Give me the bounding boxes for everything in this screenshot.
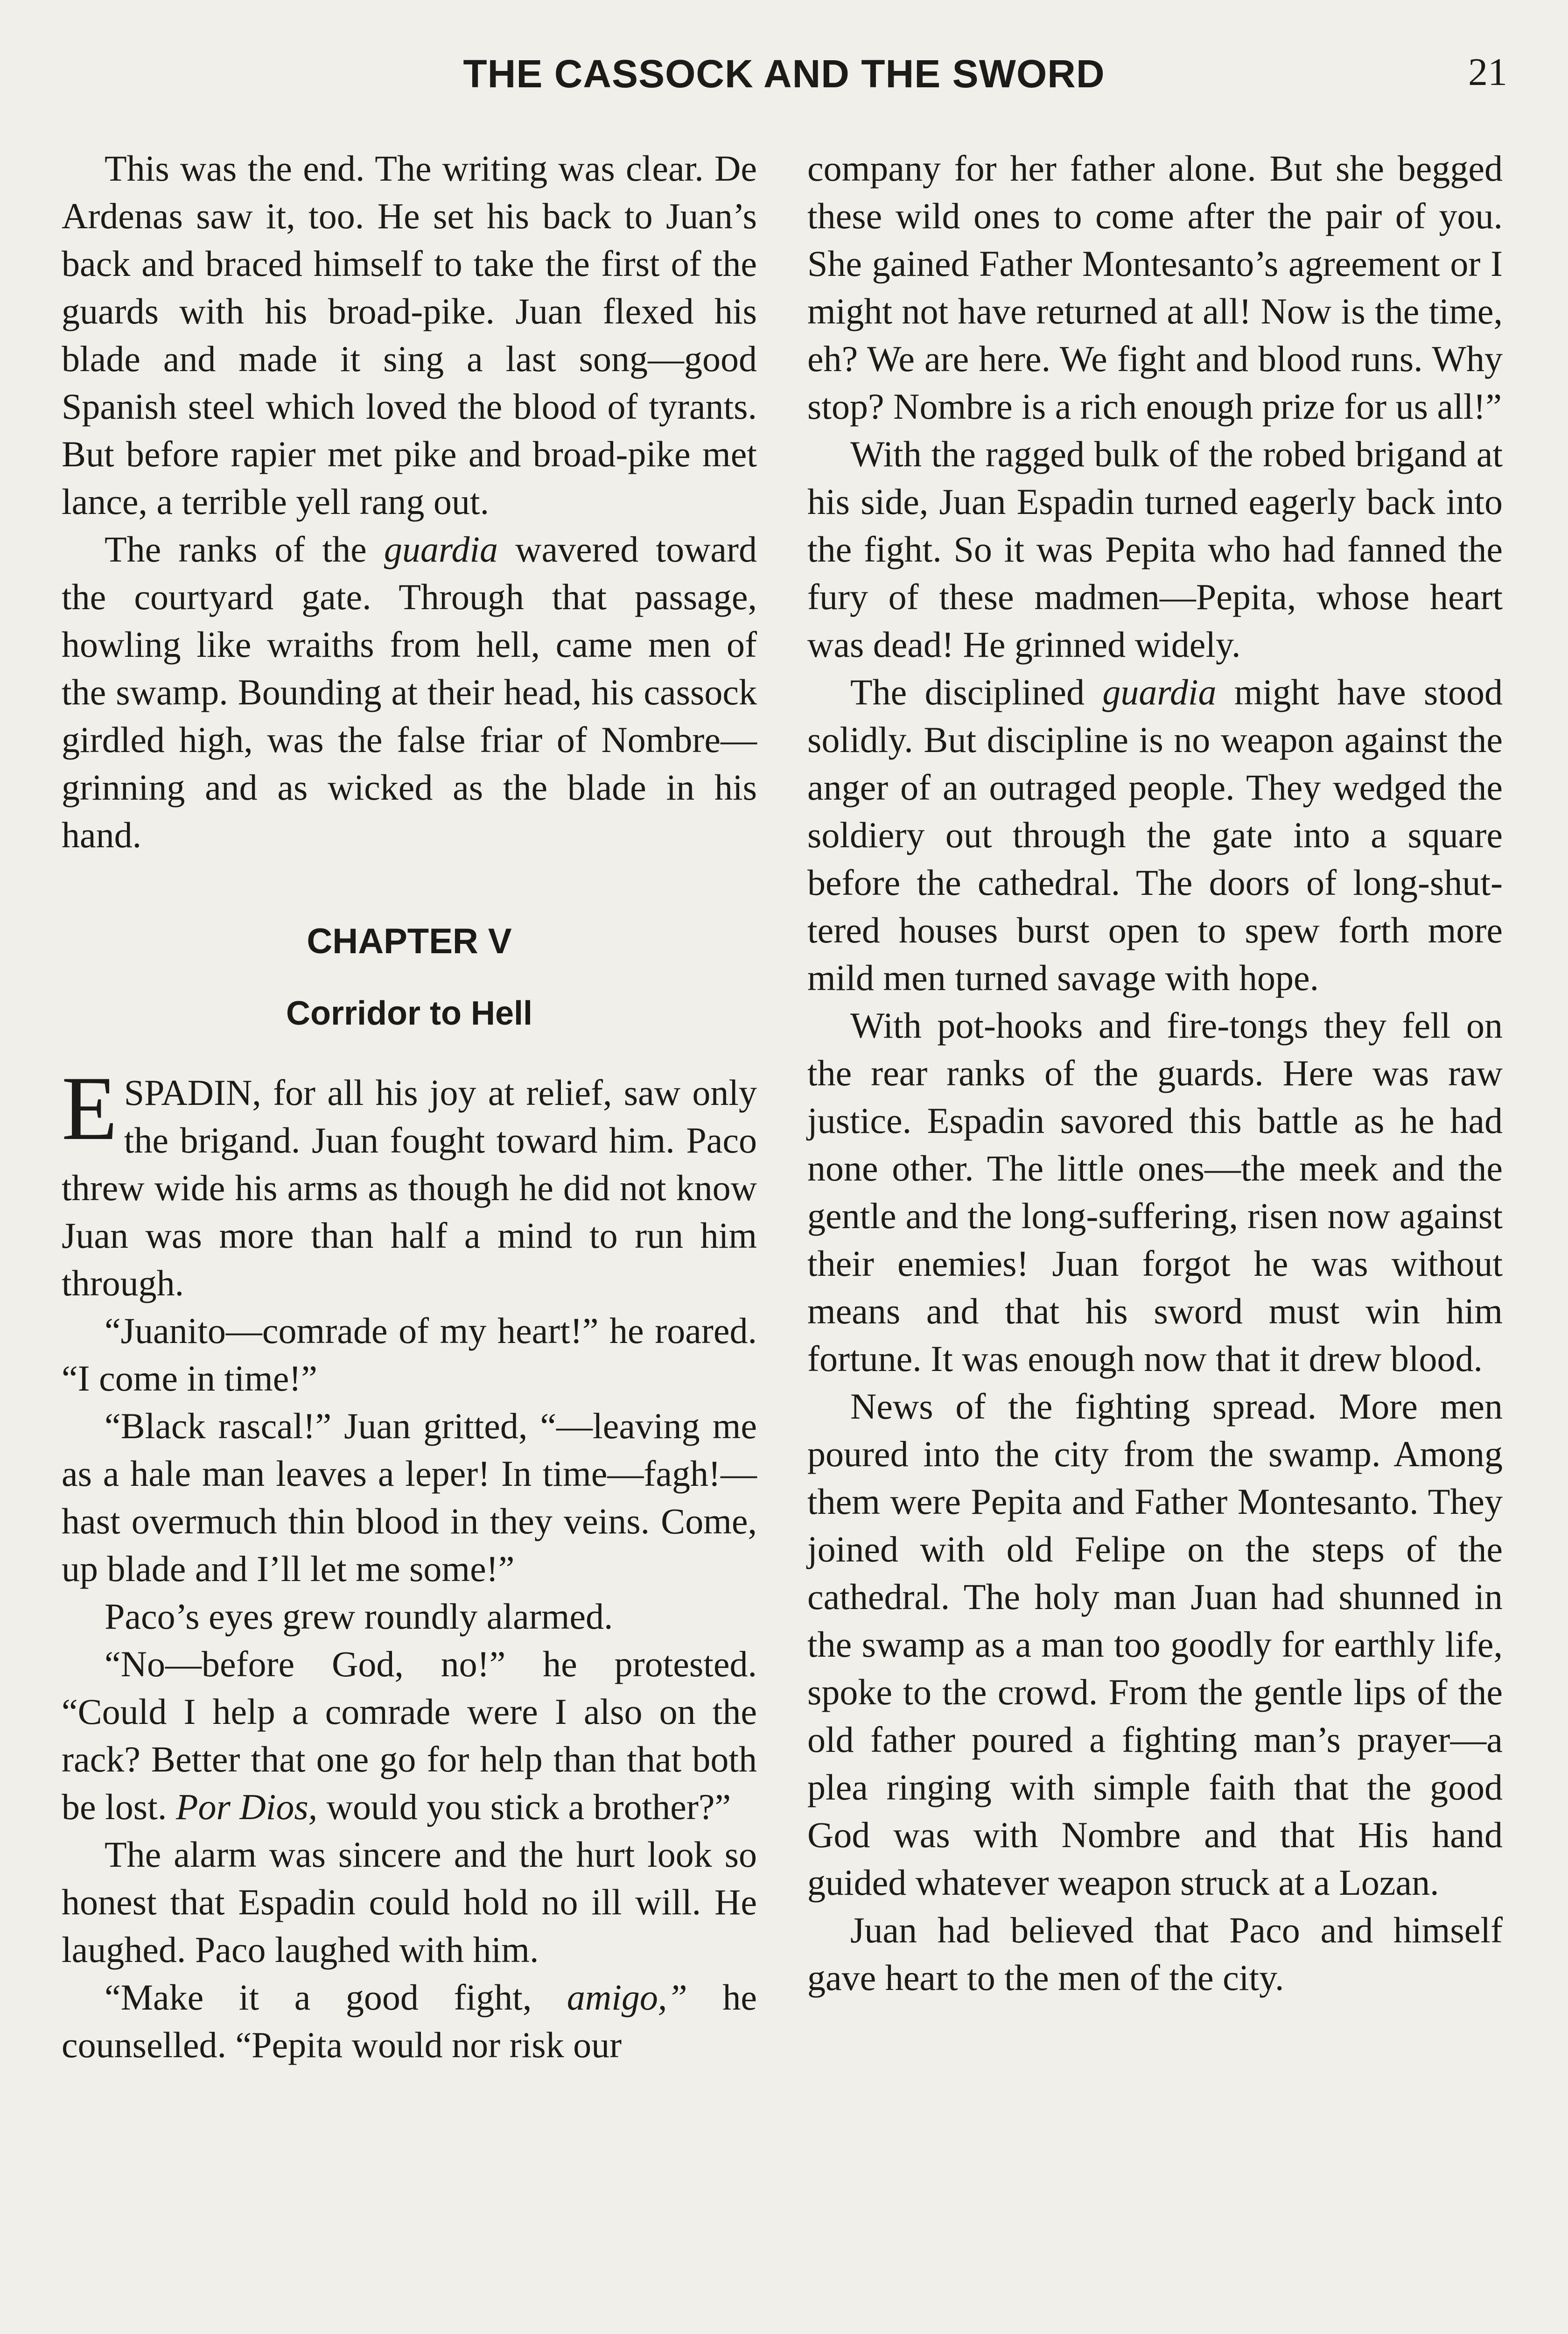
- page-number: 21: [1468, 50, 1507, 94]
- paragraph: With pot-hooks and fire-tongs they fell on the rear ranks of the guards. Here was raw justice. Espadin savored this battle as he had none other. The little ones—the meek and the gentle and the long-suffering, risen now against their enemies! Juan forgot he was without means and that his sword must win him fortune. It was enough now that it drew blood.: [807, 1005, 1503, 1379]
- italic-text: guardia: [384, 529, 498, 569]
- paragraph: Juan had believed that Paco and himself gave heart to the men of the city.: [807, 1910, 1503, 1998]
- paragraph: The disciplined guardia might have stood solidly. But discipline is no weapon against the anger of an outraged people. They wedged the soldiery out through the gate into a square before the cathedral. The doors of long-shuttered houses burst open to spew forth more mild men turned savage with hope.: [807, 672, 1503, 998]
- paragraph: The alarm was sincere and the hurt look so honest that Espadin could hold no ill will. He laughed. Paco laughed with him.: [62, 1834, 757, 1970]
- paragraph: “Black rascal!” Juan gritted, “—leaving me as a hale man leaves a leper! In time—fagh!—hast overmuch thin blood in they veins. Come, up blade and I’ll let me some!”: [62, 1406, 757, 1589]
- paragraph: company for her father alone. But she begged these wild ones to come after the pair of you. She gained Father Montesanto’s agreement or I might not have returned at all! Now is the time, eh? We are here. We fight and blood runs. Why stop? Nombre is a rich enough prize for us all!”: [807, 148, 1503, 427]
- running-title: THE CASSOCK AND THE SWORD: [463, 52, 1105, 96]
- left-column: [62, 145, 757, 2069]
- paragraph: The ranks of the guardia wavered toward the courtyard gate. Through that passage, howling like wraiths from hell, came men of the swamp. Bounding at their head, his cassock girdled high, was the false friar of Nombre—grinning and as wicked as the blade in his hand.: [62, 529, 757, 855]
- running-head: [0, 51, 1568, 107]
- right-column: [807, 145, 1503, 2002]
- paragraph: “Make it a good fight, amigo,” he counselled. “Pepita would nor risk our: [62, 1977, 757, 2065]
- paragraph: With the ragged bulk of the robed brigand at his side, Juan Espadin turned eagerly back into the fight. So it was Pepita who had fanned the fury of these madmen—Pepita, whose heart was dead! He grinned widely.: [807, 434, 1503, 665]
- italic-text: amigo,”: [567, 1977, 687, 2018]
- drop-cap: E: [62, 1058, 118, 1159]
- chapter-heading: CHAPTER V: [307, 921, 512, 961]
- opening-paragraph: ESPADIN, for all his joy at relief, saw only the brigand. Juan fought toward him. Paco threw wide his arms as though he did not know Juan was more than half a mind to run him through.: [62, 1058, 757, 1303]
- paragraph: News of the fighting spread. More men poured into the city from the swamp. Among them were Pepita and Father Montesanto. They joined with old Felipe on the steps of the cathedral. The holy man Juan had shunned in the swamp as a man too goodly for earthly life, spoke to the crowd. From the gentle lips of the old father poured a fighting man’s prayer—a plea ringing with simple faith that the good God was with Nombre and that His hand guided whatever weapon struck at a Lozan.: [807, 1386, 1503, 1903]
- chapter-subtitle: Corridor to Hell: [286, 995, 532, 1032]
- paragraph: This was the end. The writing was clear. De Ardenas saw it, too. He set his back to Juan’s back and braced himself to take the first of the guards with his broad-pike. Juan flexed his blade and made it sing a last song—good Spanish steel which loved the blood of tyrants. But before rapier met pike and broad-pike met lance, a terrible yell rang out.: [62, 148, 757, 522]
- italic-text: Por Dios,: [175, 1786, 318, 1827]
- paragraph: Paco’s eyes grew roundly alarmed.: [105, 1596, 613, 1637]
- italic-text: guardia: [1102, 672, 1217, 712]
- paragraph: “No—before God, no!” he protested. “Could I help a comrade were I also on the rack? Better that one go for help than that both be lost. Por Dios, would you stick a brother?”: [62, 1644, 757, 1827]
- paragraph: “Juanito—comrade of my heart!” he roared. “I come in time!”: [62, 1310, 757, 1399]
